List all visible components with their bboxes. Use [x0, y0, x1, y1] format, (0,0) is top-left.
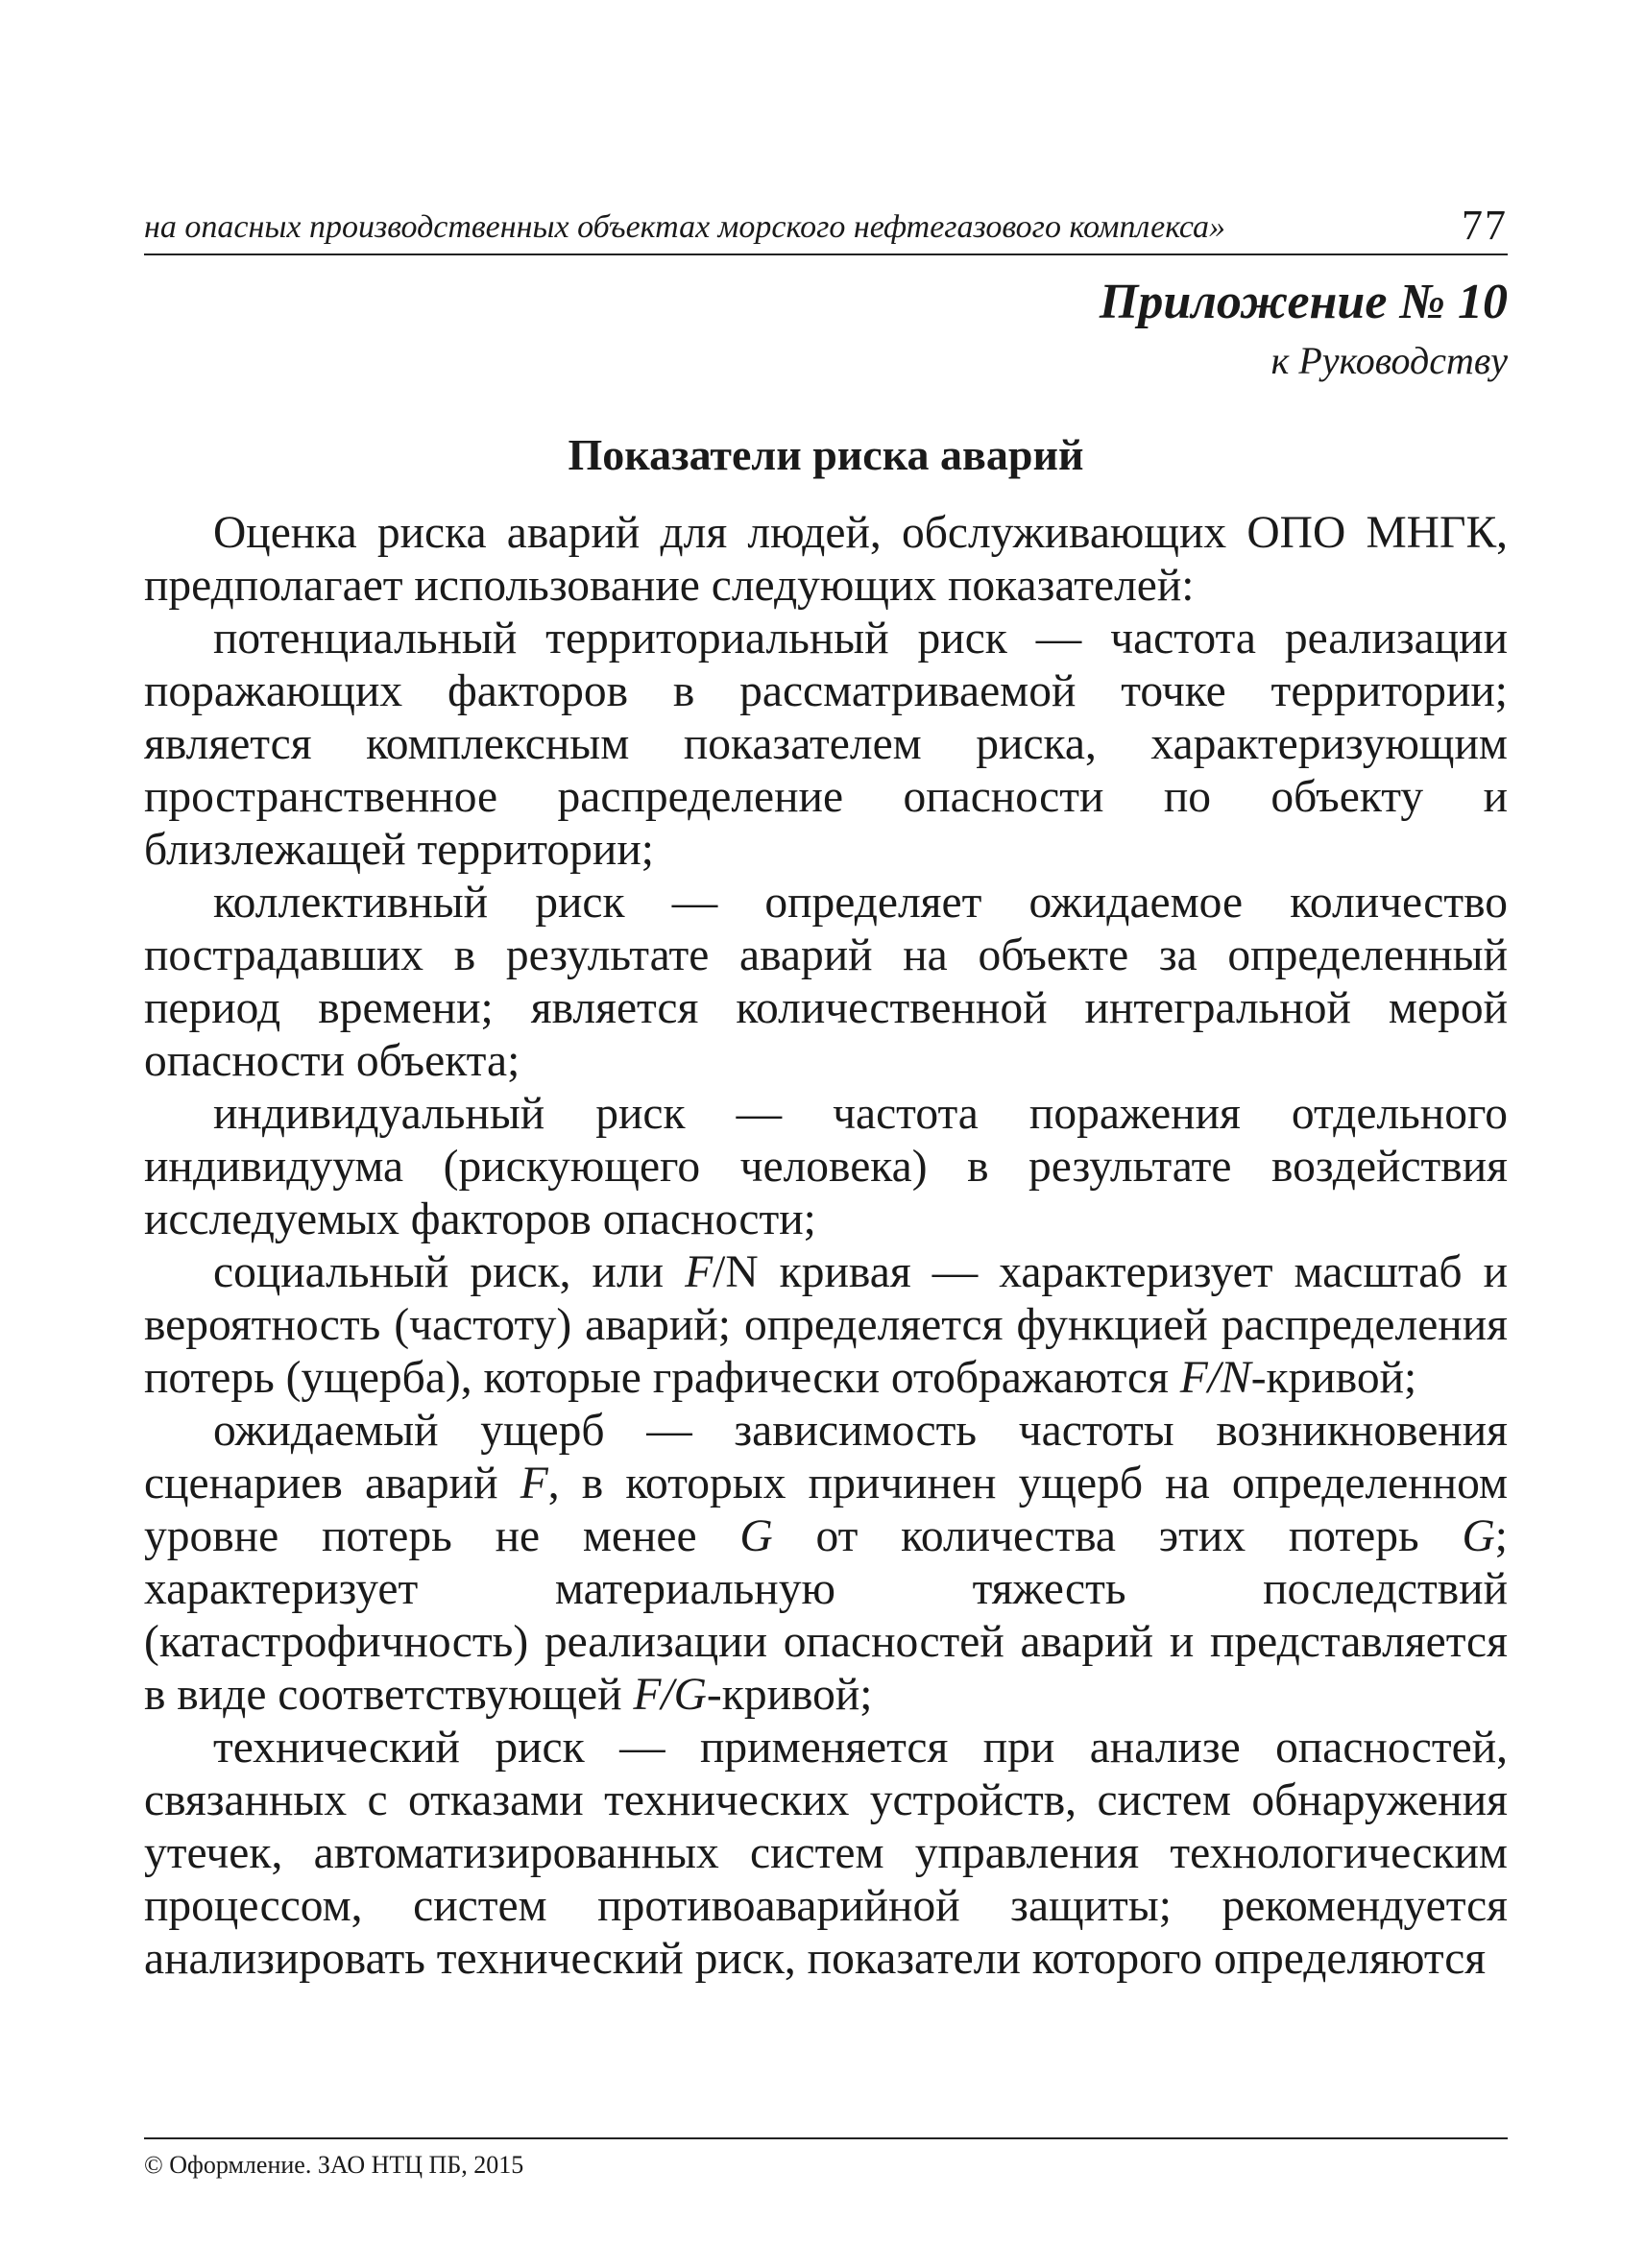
- text-segment: -кривой;: [706, 1670, 873, 1720]
- formula-symbol: F/G: [633, 1670, 707, 1720]
- page-header: [144, 198, 1508, 255]
- paragraph-social-risk: [144, 1246, 1508, 1405]
- text-segment: ; характеризует материальную тяжесть последствий (катастрофичность) реализации опасностей аварий и представляется в виде соответствующей: [144, 1511, 1508, 1720]
- appendix-title: Приложение № 10: [1099, 275, 1508, 329]
- text-segment: ожидаемый ущерб — зависимость частоты возникновения сценариев аварий: [144, 1406, 1508, 1508]
- paragraph-expected-damage: [144, 1405, 1508, 1722]
- text-segment: /N кривая — характеризует масштаб и вероятность (частоту) аварий; определяется функцией распределения потерь (ущерба), которые графически отображаются: [144, 1247, 1508, 1403]
- paragraph-territorial-risk: потенциальный территориальный риск — частота реализации поражающих факторов в рассматриваемой точке территории; является комплексным показателем риска, характеризующим пространственное распределение опасности по объекту и близлежащей территории;: [144, 614, 1508, 875]
- text-segment: -кривой;: [1250, 1353, 1417, 1403]
- formula-symbol: F: [685, 1247, 714, 1297]
- running-title: на опасных производственных объектах морского нефтегазового комплекса»: [144, 209, 1226, 245]
- body-text: [144, 507, 1508, 1986]
- paragraph-technical-risk: технический риск — применяется при анализе опасностей, связанных с отказами технических устройств, систем обнаружения утечек, автоматизированных систем управления технологическим процессом, систем противоаварийной защиты; рекомендуется анализировать технический риск, показатели которого определяются: [144, 1723, 1508, 1984]
- paragraph-intro: Оценка риска аварий для людей, обслуживающих ОПО МНГК, предполагает использование следующих показателей:: [144, 508, 1508, 611]
- page-footer: © Оформление. ЗАО НТЦ ПБ, 2015: [144, 2137, 1508, 2182]
- paragraph-collective-risk: коллективный риск — определяет ожидаемое количество пострадавших в результате аварий на объекте за определенный период времени; является количественной интегральной мерой опасности объекта;: [144, 878, 1508, 1086]
- formula-symbol: F: [520, 1459, 548, 1508]
- text-segment: социальный риск, или: [213, 1247, 686, 1297]
- text-segment: от количества этих потерь: [772, 1511, 1463, 1561]
- text-segment: , в которых причинен ущерб на определенном уровне потерь не менее: [144, 1459, 1509, 1561]
- paragraph-individual-risk: индивидуальный риск — частота поражения отдельного индивидуума (рискующего человека) в результате воздействия исследуемых факторов опасности;: [144, 1089, 1508, 1244]
- page-number: 77: [1462, 202, 1508, 249]
- page-title: Показатели риска аварий: [568, 430, 1084, 479]
- formula-symbol: G: [1462, 1511, 1495, 1561]
- formula-symbol: G: [739, 1511, 773, 1561]
- appendix-subtitle: к Руководству: [1270, 339, 1508, 382]
- formula-symbol: F/N: [1179, 1353, 1251, 1403]
- appendix-label: [1100, 269, 1508, 386]
